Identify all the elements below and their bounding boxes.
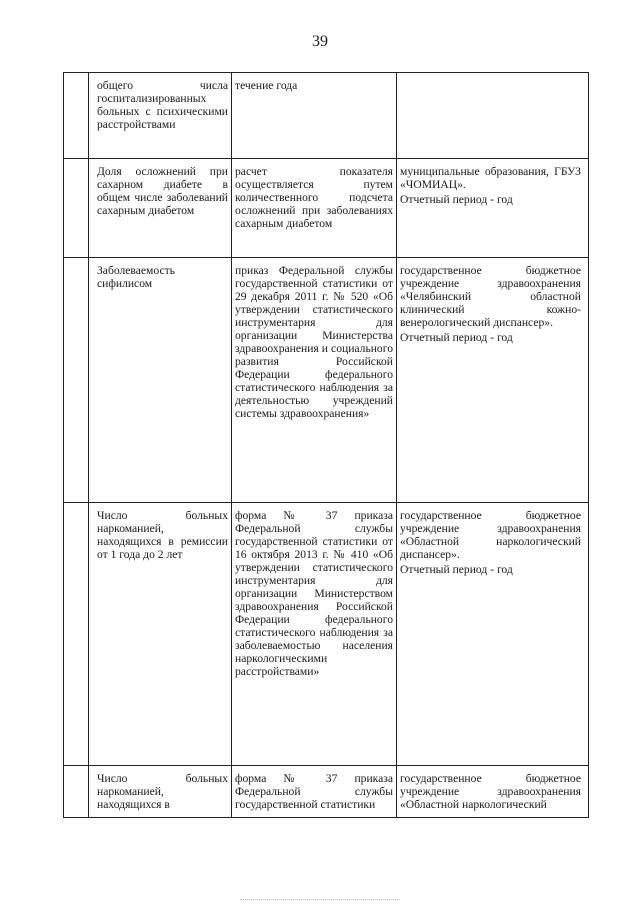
row-number-cell	[64, 73, 89, 159]
row-number-cell	[64, 766, 89, 818]
period-text: Отчетный период - год	[400, 563, 513, 576]
period-text: Отчетный период - год	[400, 193, 513, 206]
indicator-text: общего числа госпитализированных больных с психическими расстройствами	[97, 79, 228, 131]
method-cell	[232, 258, 397, 503]
indicator-cell	[89, 258, 232, 503]
source-text: государственное бюджетное учреждение здравоохранения «Областной наркологический диспансер».	[400, 509, 581, 561]
source-text: государственное бюджетное учреждение здравоохранения «Челябинский областной клинический кожно-венерологический диспансер».	[400, 264, 581, 329]
row-number-cell	[64, 159, 89, 258]
source-cell	[397, 766, 589, 818]
source-cell	[397, 73, 589, 159]
indicator-text: Заболеваемость сифилисом	[97, 264, 175, 290]
source-cell	[397, 159, 589, 258]
table-row	[64, 159, 589, 258]
table-row	[64, 766, 589, 818]
indicator-text: Число больных наркоманией, находящихся в	[97, 772, 228, 811]
indicator-cell	[89, 73, 232, 159]
table-row	[64, 503, 589, 766]
method-cell	[232, 766, 397, 818]
method-cell	[232, 503, 397, 766]
method-text: форма № 37 приказа Федеральной службы государственной статистики от 16 октября 2013 г. № 410 «Об утверждении статистического инструментария для организации Министерством здравоохранения Российской Федерации федерального статистического наблюдения за заболеваемостью населения наркологическими расстройствами»	[235, 509, 393, 678]
method-text: форма № 37 приказа Федеральной службы государственной статистики	[235, 772, 393, 811]
indicators-table	[63, 72, 589, 818]
source-cell	[397, 503, 589, 766]
page-number: 39	[312, 33, 328, 50]
method-text: течение года	[235, 79, 298, 92]
row-number-cell	[64, 258, 89, 503]
indicator-cell	[89, 503, 232, 766]
method-text: приказ Федеральной службы государственной статистики от 29 декабря 2011 г. № 520 «Об утверждении статистического инструментария для организации Министерства здравоохранения и социального развития Российской Федерации федерального статистического наблюдения за деятельностью учреждений системы здравоохранения»	[235, 264, 393, 420]
indicator-cell	[89, 159, 232, 258]
source-text: муниципальные образования, ГБУЗ «ЧОМИАЦ».	[400, 165, 581, 191]
period-text: Отчетный период - год	[400, 331, 513, 344]
indicator-text: Число больных наркоманией, находящихся в ремиссии от 1 года до 2 лет	[97, 509, 228, 561]
table-row	[64, 258, 589, 503]
table-row	[64, 73, 589, 159]
indicator-cell	[89, 766, 232, 818]
source-text: государственное бюджетное учреждение здравоохранения «Областной наркологический	[400, 772, 581, 811]
indicator-text: Доля осложнений при сахарном диабете в общем числе заболеваний сахарным диабетом	[97, 165, 228, 217]
scan-artifact-line	[240, 899, 400, 901]
source-cell	[397, 258, 589, 503]
row-number-cell	[64, 503, 89, 766]
method-cell	[232, 159, 397, 258]
method-text: расчет показателя осуществляется путем количественного подсчета осложнений при заболеваниях сахарным диабетом	[235, 165, 393, 230]
method-cell	[232, 73, 397, 159]
